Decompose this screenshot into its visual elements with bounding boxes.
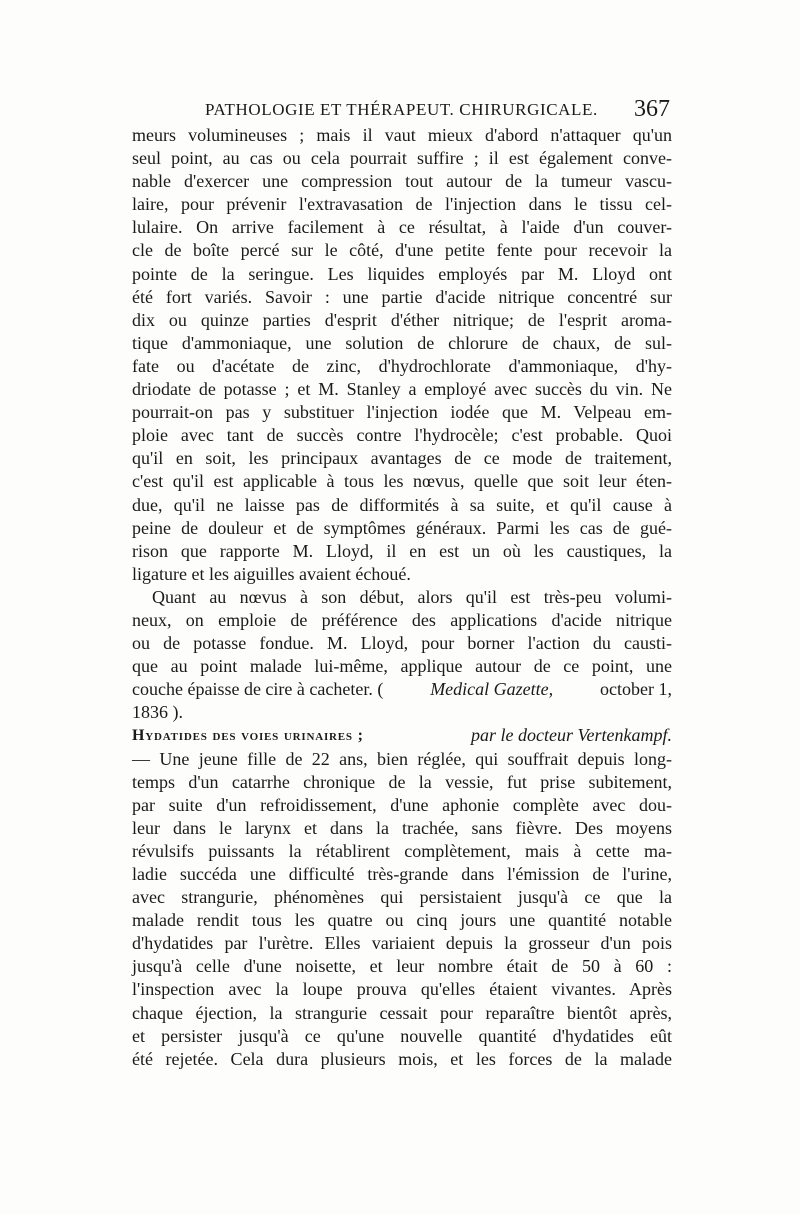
text-line: temps d'un catarrhe chronique de la vessie, fut prise subitement,	[132, 771, 672, 792]
text-line: fate ou d'acétate de zinc, d'hydrochlorate d'ammoniaque, d'hy-	[132, 355, 672, 376]
text-line: que au point malade lui-même, applique autour de ce point, une	[132, 656, 672, 677]
text-line: malade rendit tous les quatre ou cinq jours une quantité notable	[132, 910, 672, 931]
text-line: lulaire. On arrive facilement à ce résultat, à l'aide d'un couver-	[132, 217, 672, 238]
text-line: ou de potasse fondue. M. Lloyd, pour borner l'action du causti-	[132, 633, 672, 654]
text-line: — Une jeune fille de 22 ans, bien réglée, qui souffrait depuis long-	[132, 748, 672, 769]
text-line: l'inspection avec la loupe prouva qu'elles étaient vivantes. Après	[132, 979, 672, 1000]
citation-line	[132, 678, 672, 701]
text-line: nable d'exercer une compression tout autour de la tumeur vascu-	[132, 171, 672, 192]
page-header	[205, 96, 670, 126]
text-line: d'hydatides par l'urètre. Elles variaient depuis la grosseur d'un pois	[132, 933, 672, 954]
text-line: rison que rapporte M. Lloyd, il en est un où les caustiques, la	[132, 540, 672, 561]
text-line: dix ou quinze parties d'esprit d'éther nitrique; de l'esprit aroma-	[132, 309, 672, 330]
text-line: peine de douleur et de symptômes généraux. Parmi les cas de gué-	[132, 517, 672, 538]
section-author: par le docteur Vertenkampf.	[471, 725, 672, 746]
text-line: ligature et les aiguilles avaient échoué.	[132, 563, 411, 584]
text-line: driodate de potasse ; et M. Stanley a employé avec succès du vin. Ne	[132, 379, 672, 400]
text-line: jusqu'à celle d'une noisette, et leur nombre était de 50 à 60 :	[132, 956, 672, 977]
text-line: avec strangurie, phénomènes qui persistaient jusqu'à ce que la	[132, 887, 672, 908]
text-line: leur dans le larynx et dans la trachée, sans fièvre. Des moyens	[132, 817, 672, 838]
citation-date: october 1,	[600, 679, 672, 700]
text-line: Quant au nœvus à son début, alors qu'il est très-peu volumi-	[152, 586, 672, 607]
text-line: été fort variés. Savoir : une partie d'acide nitrique concentré sur	[132, 286, 672, 307]
text-line: pointe de la seringue. Les liquides employés par M. Lloyd ont	[132, 263, 672, 284]
text-fragment: couche épaisse de cire à cacheter. (	[132, 679, 384, 700]
text-line: laire, pour prévenir l'extravasation de l'injection dans le tissu cel-	[132, 194, 672, 215]
text-line: due, qu'il ne laisse pas de difformités à sa suite, et qu'il cause à	[132, 494, 672, 515]
text-line: cle de boîte percé sur le côté, d'une petite fente pour recevoir la	[132, 240, 672, 261]
text-line: et persister jusqu'à ce qu'une nouvelle quantité d'hydatides eût	[132, 1025, 672, 1046]
text-line: tique d'ammoniaque, une solution de chlorure de chaux, de sul-	[132, 332, 672, 353]
text-line: seul point, au cas ou cela pourrait suffire ; il est également conve-	[132, 148, 672, 169]
text-line: révulsifs puissants la rétablirent complètement, mais à cette ma-	[132, 840, 672, 861]
section-heading-line	[132, 724, 672, 747]
text-line: neux, on emploie de préférence des applications d'acide nitrique	[132, 609, 672, 630]
text-line: par suite d'un refroidissement, d'une aphonie complète avec dou-	[132, 794, 672, 815]
body-text	[132, 124, 672, 1071]
text-line: qu'il en soit, les principaux avantages de ce mode de traitement,	[132, 448, 672, 469]
text-line: pourrait-on pas y substituer l'injection iodée que M. Velpeau em-	[132, 402, 672, 423]
text-line: c'est qu'il est applicable à tous les nœvus, quelle que soit leur éten-	[132, 471, 672, 492]
running-head: PATHOLOGIE ET THÉRAPEUT. CHIRURGICALE.	[205, 100, 598, 119]
section-title: Hydatides des voies urinaires ;	[132, 727, 364, 745]
text-line: meurs volumineuses ; mais il vaut mieux d'abord n'attaquer qu'un	[132, 125, 672, 145]
page-number: 367	[634, 96, 670, 122]
text-line: chaque éjection, la strangurie cessait pour reparaître bientôt après,	[132, 1002, 672, 1023]
text-line: ploie avec tant de succès contre l'hydrocèle; c'est probable. Quoi	[132, 425, 672, 446]
citation-source: Medical Gazette,	[430, 679, 554, 700]
text-line: ladie succéda une difficulté très-grande dans l'émission de l'urine,	[132, 864, 672, 884]
text-line: 1836 ).	[132, 702, 183, 723]
text-line: été rejetée. Cela dura plusieurs mois, et les forces de la malade	[132, 1048, 672, 1069]
